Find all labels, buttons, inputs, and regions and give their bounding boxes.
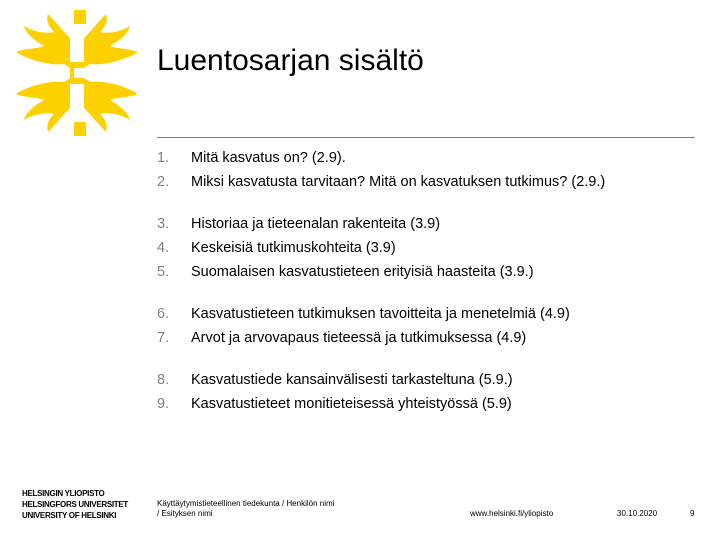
- footer-url: www.helsinki.fi/yliopisto: [470, 509, 554, 518]
- item-text: Historiaa ja tieteenalan rakenteita (3.9): [191, 216, 441, 232]
- item-number: 5.: [157, 264, 170, 280]
- item-text: Kasvatustieteen tutkimuksen tavoitteita ja menetelmiä (4.9): [191, 306, 570, 322]
- page-number: 9: [690, 509, 695, 518]
- helsinki-flame-logo-icon: [4, 4, 154, 144]
- agenda-list: [157, 146, 697, 434]
- list-item: [157, 392, 697, 416]
- item-text: Kasvatustieteet monitieteisessä yhteistyössä (5.9): [191, 396, 512, 412]
- item-number: 6.: [157, 306, 170, 322]
- item-text: Kasvatustiede kansainvälisesti tarkasteltuna (5.9.): [191, 372, 513, 388]
- item-text: Arvot ja arvovapaus tieteessä ja tutkimuksessa (4.9): [191, 330, 527, 346]
- item-number: 3.: [157, 216, 170, 232]
- university-name: [22, 488, 128, 521]
- item-number: 1.: [157, 150, 170, 166]
- agenda-group: [157, 368, 697, 416]
- item-text: Suomalaisen kasvatustieteen erityisiä haasteita (3.9.): [191, 264, 534, 280]
- list-item: [157, 170, 697, 194]
- item-number: 7.: [157, 330, 170, 346]
- item-text: Mitä kasvatus on? (2.9).: [191, 150, 346, 166]
- list-item: [157, 302, 697, 326]
- footer-faculty-line1: Käyttäytymistieteellinen tiedekunta / Henkilön nimi: [157, 499, 335, 508]
- list-item: [157, 368, 697, 392]
- list-item: [157, 146, 697, 170]
- list-item: [157, 260, 697, 284]
- footer-date: 30.10.2020: [617, 509, 658, 518]
- list-item: [157, 236, 697, 260]
- list-item: [157, 212, 697, 236]
- university-name-en: UNIVERSITY OF HELSINKI: [22, 511, 117, 520]
- title-divider: [157, 137, 695, 138]
- agenda-group: [157, 212, 697, 284]
- university-name-sv: HELSINGFORS UNIVERSITET: [22, 500, 128, 509]
- item-number: 2.: [157, 174, 170, 190]
- item-text: Keskeisiä tutkimuskohteita (3.9): [191, 240, 396, 256]
- item-number: 9.: [157, 396, 170, 412]
- agenda-group: [157, 302, 697, 350]
- item-number: 4.: [157, 240, 170, 256]
- agenda-group: [157, 146, 697, 194]
- list-item: [157, 326, 697, 350]
- footer-faculty: [157, 499, 334, 519]
- page-title: Luentosarjan sisältö: [157, 44, 424, 77]
- item-number: 8.: [157, 372, 170, 388]
- item-text: Miksi kasvatusta tarvitaan? Mitä on kasvatuksen tutkimus? (2.9.): [191, 174, 606, 190]
- footer-faculty-line2: / Esityksen nimi: [157, 509, 213, 518]
- university-name-fi: HELSINGIN YLIOPISTO: [22, 489, 105, 498]
